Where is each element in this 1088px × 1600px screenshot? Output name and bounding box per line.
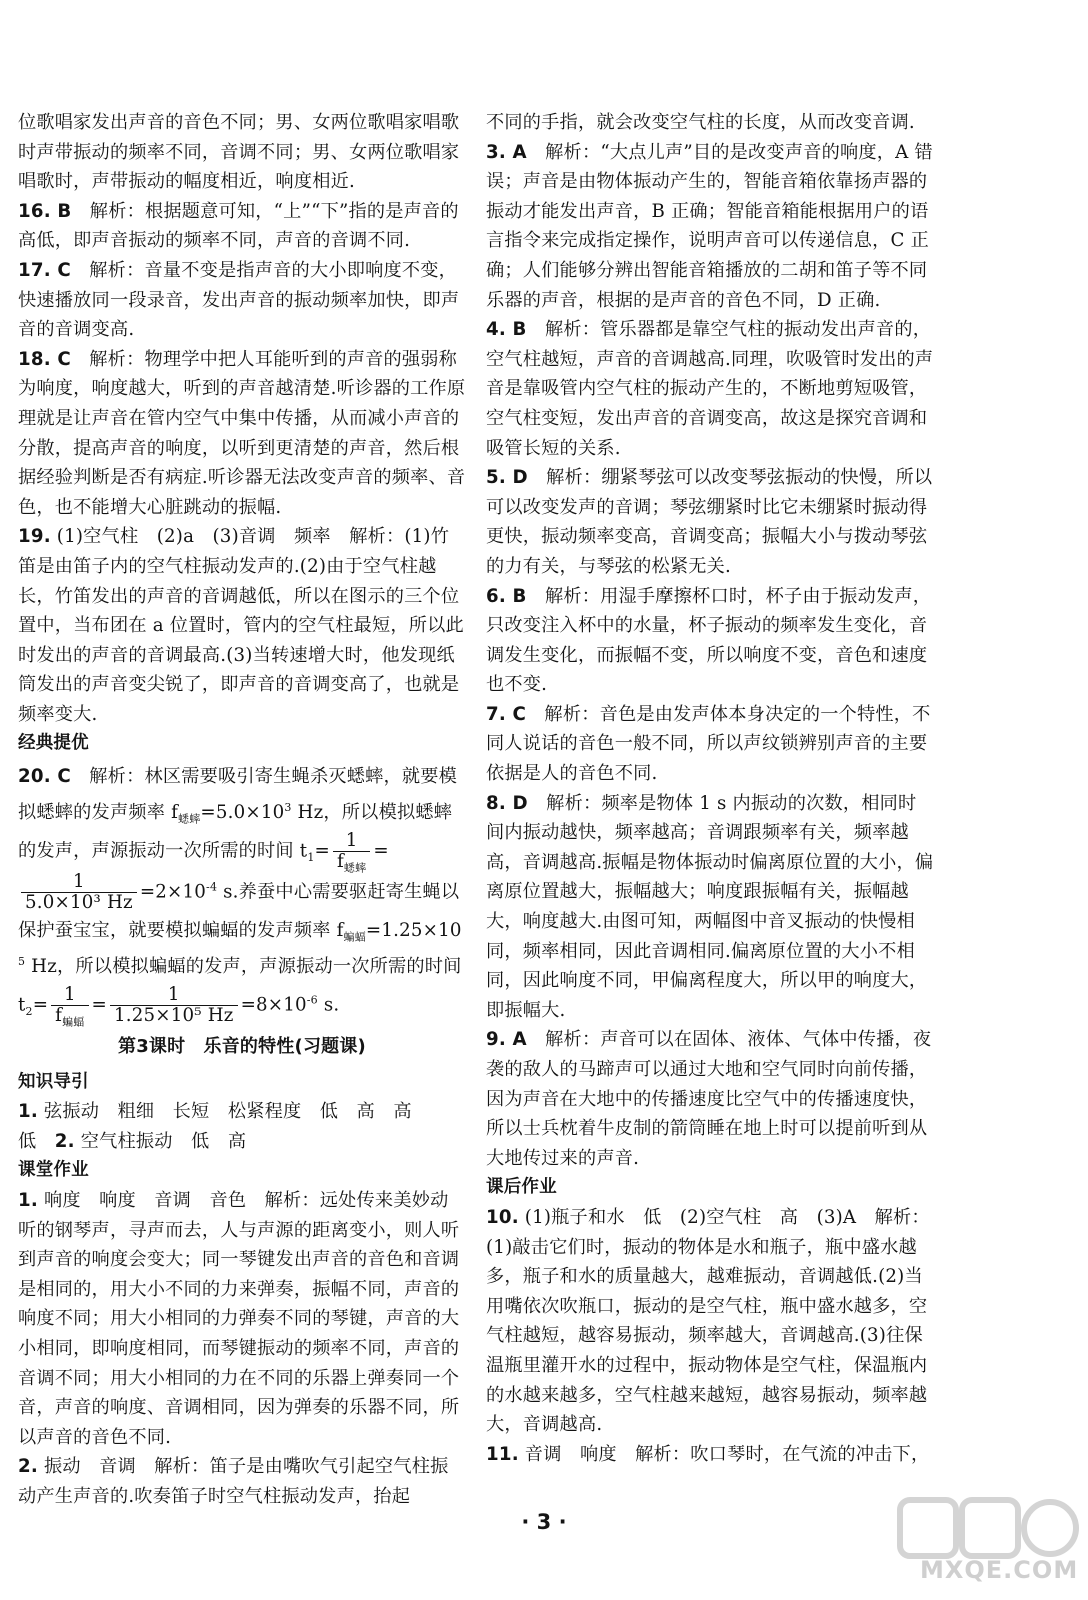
subscript: 蟋蟀 <box>343 861 367 875</box>
fraction-numerator: 1 <box>110 985 238 1006</box>
answer-text: 空气柱振动 低 高 <box>74 1130 247 1152</box>
question-number: 7. C <box>486 703 527 725</box>
question-number: 18. C <box>18 348 71 370</box>
question-number: 19. <box>18 526 51 548</box>
question-number: 4. B <box>486 319 527 341</box>
fraction <box>51 984 88 1029</box>
denominator-text: f <box>55 1005 63 1027</box>
fraction <box>21 872 137 913</box>
answer-text: 解析：用湿手摩擦杯口时，杯子由于振动发声，只改变注入杯中的水量，杯子振动的频率发生变化，音调发生变化，而振幅不变，所以响度不变，音色和速度也不变. <box>486 585 932 696</box>
answer-text: 响度 响度 音调 音色 解析：远处传来美妙动听的钢琴声，寻声而去，人与声源的距离变小，则人听到声音的响度会变大；同一琴键发出声音的音色和音调是相同的，用大小不同的力来弹奏，振幅不同，声音的响度不同；用大小相同的力弹奏不同的琴键，声音的大小相同，即响度相同，而琴键振动的频率不同，声音的音调不同；用大小相同的力在不同的乐器上弹奏同一个音，声音的响度、音调相同，因为弹奏的乐器不同，所以声音的音色不同. <box>18 1190 460 1448</box>
question-number: 20. C <box>18 766 71 788</box>
subscript: 蝙蝠 <box>62 1015 85 1029</box>
classwork-5 <box>486 463 934 581</box>
left-column <box>18 108 466 1512</box>
answer-text: 解析：声音可以在固体、液体、气体中传播，夜袭的敌人的马蹄声可以通过大地和空气同时向前传播，因为声音在大地中的传播速度比空气中的传播速度快，所以士兵枕着牛皮制的箭筒睡在地上时可以提前听到从大地传过来的声音. <box>486 1029 932 1169</box>
answer-text: = <box>373 840 389 862</box>
answer-text: =1.25×10 <box>365 920 462 942</box>
answer-text: =8×10 <box>240 994 307 1016</box>
section-heading: 课堂作业 <box>18 1160 89 1181</box>
answer-text: =5.0×10 <box>200 802 285 824</box>
classwork-3 <box>486 138 934 316</box>
fraction-numerator: 1 <box>21 872 137 893</box>
answer-text: 弦振动 粗细 长短 松紧程度 低 高 高 <box>37 1101 412 1123</box>
answer-17 <box>18 256 466 345</box>
question-number: 16. B <box>18 200 72 222</box>
answer-text: 低 <box>18 1130 55 1152</box>
question-number: 1. <box>18 1190 38 1212</box>
fraction-denominator: 5.0×10³ Hz <box>25 892 133 914</box>
answer-text: Hz，所以模拟蝙蝠的发声，声源振动一次所需的时间 t <box>18 956 462 1016</box>
subscript: 1 <box>307 851 315 865</box>
question-number: 9. A <box>486 1029 527 1051</box>
question-number: 10. <box>486 1206 519 1228</box>
classwork-7 <box>486 700 934 789</box>
guide-line <box>18 1097 466 1127</box>
answer-16 <box>18 197 466 256</box>
lesson-title: 第3课时 乐音的特性(习题课) <box>118 1036 366 1058</box>
answer-text: s. <box>317 994 340 1016</box>
denominator-text: f <box>336 851 344 873</box>
fraction-numerator: 1 <box>51 985 88 1006</box>
question-number: 2. <box>18 1456 38 1478</box>
answer-text: 解析：根据题意可知，“上”“下”指的是声音的高低，即声音振动的频率不同，声音的音调不同. <box>18 200 459 252</box>
answer-20 <box>18 759 466 1029</box>
answer-text: 解析：音量不变是指声音的大小即响度不变，快速播放同一段录音，发出声音的振动频率加快，即声音的音调变高. <box>18 259 460 341</box>
homework-10 <box>486 1203 934 1440</box>
answer-19 <box>18 522 466 729</box>
fraction <box>333 830 370 875</box>
superscript: 5 <box>18 955 26 968</box>
paragraph: 位歌唱家发出声音的音色不同；男、女两位歌唱家唱歌时声带振动的频率不同，音调不同；男、女两位歌唱家唱歌时，声带振动的幅度相近，响度相近. <box>18 112 460 193</box>
fraction-denominator: 1.25×10⁵ Hz <box>113 1005 234 1027</box>
question-number: 17. C <box>18 259 71 281</box>
answer-text: 解析：“大点儿声”目的是改变声音的响度，A 错误；声音是由物体振动产生的，智能音箱依靠扬声器的振动才能发出声音，B 正确；智能音箱能根据用户的语言指令来完成指定操作，说明声音可以传递信息，C 正确；人们能够分辨出智能音箱播放的二胡和笛子等不同乐器的声音，根据的是声音的音色不同，D 正确. <box>486 141 933 311</box>
classwork-8 <box>486 789 934 1026</box>
answer-text: =2×10 <box>139 881 207 903</box>
answer-text: = <box>32 994 49 1016</box>
question-number: 6. B <box>486 585 527 607</box>
answer-text: 解析：林区需要吸引寄生蝇杀灭蟋蟀，就要模拟蟋蟀的发声频率 f <box>18 766 458 824</box>
fraction-denominator <box>51 1005 88 1029</box>
answer-text: s.养蚕中心需要驱赶寄生蝇以保护蚕宝宝，就要模拟蝙蝠的发声频率 f <box>18 881 460 942</box>
answer-text: (1)瓶子和水 低 (2)空气柱 高 (3)A 解析：(1)敲击它们时，振动的物体是水和瓶子，瓶中盛水越多，瓶子和水的质量越大，越难振动，音调越低.(2)当用嘴依次吹瓶口，振动的是空气柱，瓶中盛水越多，空气柱越短，越容易振动，频率越大，音调越高.(3)往保温瓶里灌开水的过程中，振动物体是空气柱，保温瓶内的水越来越多，空气柱越来越短，越容易振动，频率越大，音调越高. <box>486 1206 930 1436</box>
section-heading: 知识导引 <box>18 1071 89 1092</box>
paragraph: 不同的手指，就会改变空气柱的长度，从而改变音调. <box>486 112 915 133</box>
section-heading: 课后作业 <box>486 1177 557 1198</box>
fraction-denominator <box>333 851 370 875</box>
answer-text: 振动 音调 解析：笛子是由嘴吹气引起空气柱振动产生声音的.吹奏笛子时空气柱振动发声，抬起 <box>18 1456 449 1507</box>
subscript: 蝙蝠 <box>343 930 366 944</box>
superscript: -4 <box>206 880 218 894</box>
classwork-6 <box>486 582 934 700</box>
question-number: 11. <box>486 1443 519 1465</box>
classwork-9 <box>486 1025 934 1173</box>
fraction-numerator: 1 <box>333 831 370 852</box>
answer-text: = <box>314 840 330 862</box>
question-number: 3. A <box>486 141 527 163</box>
question-number: 2. <box>54 1130 75 1152</box>
answer-text: 解析：绷紧琴弦可以改变琴弦振动的快慢，所以可以改变发声的音调；琴弦绷紧时比它未绷紧时振动得更快，振动频率变高，音调变高；振幅大小与拨动琴弦的力有关，与琴弦的松紧无关. <box>486 467 933 577</box>
page-number: · 3 · <box>521 1510 567 1534</box>
answer-text: 解析：物理学中把人耳能听到的声音的强弱称为响度，响度越大，听到的声音越清楚.听诊器的工作原理就是让声音在管内空气中集中传播，从而减小声音的分散，提高声音的响度，以听到更清楚的声音，然后根据经验判断是否有病症.听诊器无法改变声音的频率、音色，也不能增大心脏跳动的振幅. <box>18 348 466 518</box>
answer-text: 音调 响度 解析：吹口琴时，在气流的冲击下， <box>518 1443 930 1465</box>
guide-line <box>18 1127 466 1157</box>
answer-text: 解析：管乐器都是靠空气柱的振动发出声音的，空气柱越短，声音的音调越高.同理，吹吸管时发出的声音是靠吸管内空气柱的振动产生的，不断地剪短吸管，空气柱变短，发出声音的音调变高，故这是探究音调和吸管长短的关系. <box>486 319 934 459</box>
answer-text: 解析：音色是由发声体本身决定的一个特性，不同人说话的音色一般不同，所以声纹锁辨别声音的主要依据是人的音色不同. <box>486 703 931 785</box>
question-number: 8. D <box>486 792 528 814</box>
watermark-text: MXQE.COM <box>920 1556 1079 1584</box>
answer-text: = <box>91 994 107 1016</box>
homework-11 <box>486 1440 934 1470</box>
classwork-4 <box>486 315 934 463</box>
question-number: 1. <box>18 1101 38 1123</box>
right-column <box>486 108 934 1469</box>
answer-text: (1)空气柱 (2)a (3)音调 频率 解析：(1)竹笛是由笛子内的空气柱振动发声的.(2)由于空气柱越长，竹笛发出的声音的音调越低，所以在图示的三个位置中，当布团在 a 位置时，管内的空气柱最短，所以此时发出的声音的音调最高.(3)当转速增大时，他发现纸筒发出的声音变尖锐了，即声音的音调变高了，也就是频率变大. <box>18 526 464 725</box>
question-number: 5. D <box>486 467 528 489</box>
answer-text: 解析：频率是物体 1 s 内振动的次数，相同时间内振动越快，频率越高；音调跟频率有关，频率越高，音调越高.振幅是物体振动时偏离原位置的大小，偏离原位置越大，振幅越大；响度跟振幅有关，振幅越大，响度越大.由图可知，两幅图中音叉振动的快慢相同，频率相同，因此音调相同.偏离原位置的大小不相同，因此响度不同，甲偏离程度大，所以甲的响度大，即振幅大. <box>486 792 934 1021</box>
subscript: 蟋蟀 <box>178 812 201 826</box>
superscript: -6 <box>306 993 318 1007</box>
section-heading: 经典提优 <box>18 733 89 754</box>
fraction <box>110 985 238 1026</box>
answer-18 <box>18 345 466 523</box>
answer-text: Hz，所以模拟蟋蟀的发声，声源振动一次所需的时间 t <box>18 802 453 862</box>
subscript: 2 <box>25 1005 33 1019</box>
classwork-2 <box>18 1452 466 1511</box>
superscript: 3 <box>284 801 292 814</box>
classwork-1 <box>18 1186 466 1452</box>
